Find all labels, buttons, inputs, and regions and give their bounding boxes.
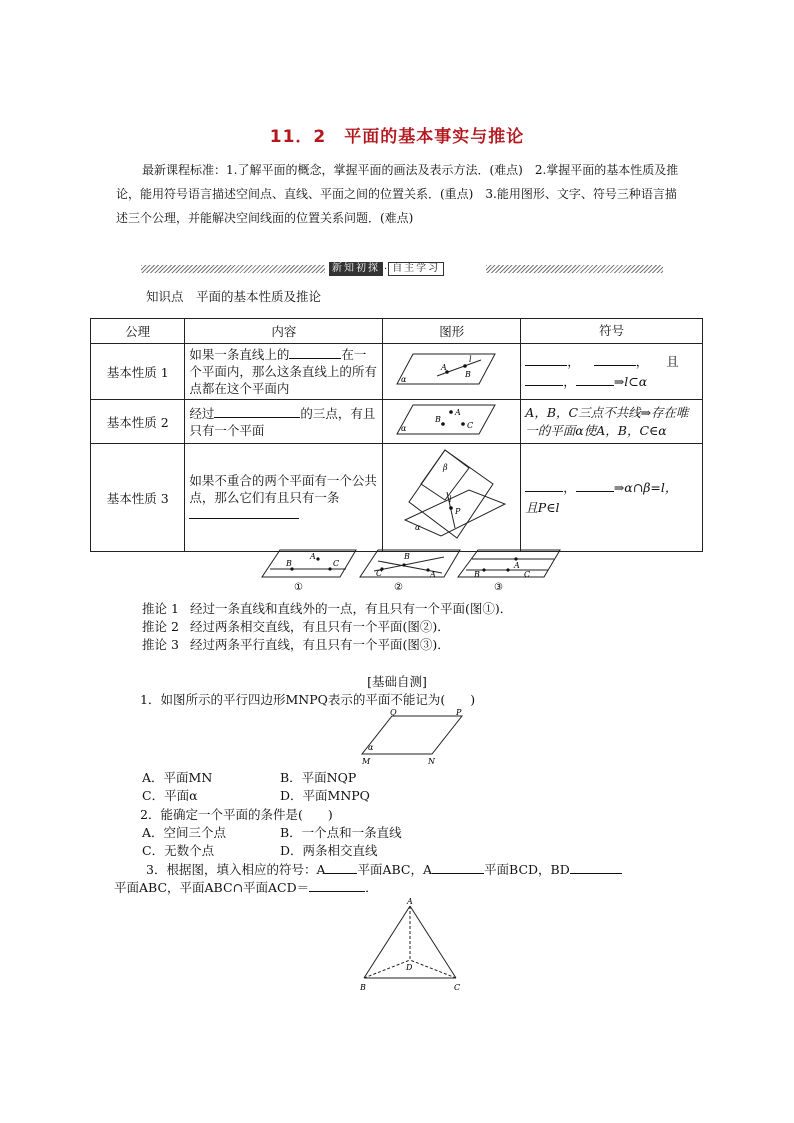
symbol-text: ⇒l⊂α	[613, 373, 648, 389]
label-C: C	[454, 983, 461, 992]
two-planes-figure	[385, 444, 519, 548]
label-alpha: α	[414, 523, 421, 532]
q3-text: 平面ABC，平面ABC∩平面ACD＝	[114, 880, 310, 895]
content-text: 经过	[189, 405, 215, 421]
label-B: B	[286, 559, 292, 568]
label-A: A	[407, 897, 413, 906]
label-alpha: α	[400, 375, 407, 384]
label-C: C	[466, 421, 473, 430]
corollary-text: 经过两条相交直线，有且只有一个平面(图②)．	[190, 619, 450, 634]
fill-blank[interactable]	[325, 861, 357, 874]
parallelogram-figure	[356, 706, 468, 766]
axiom-symbol	[521, 444, 703, 552]
question-3-line-2	[114, 878, 378, 896]
fill-blank[interactable]	[576, 479, 614, 492]
axiom-name: 基本性质 2	[91, 400, 185, 444]
label-N: N	[428, 757, 435, 766]
fill-blank[interactable]	[214, 405, 300, 418]
q3-text: ．	[365, 880, 378, 895]
banner-dot: ·	[384, 263, 388, 275]
fill-blank[interactable]	[309, 879, 365, 892]
question-2-stem: 2．能确定一个平面的条件是( )	[140, 807, 333, 822]
fig-label-3: ③	[494, 582, 503, 593]
axiom-symbol: A，B，C三点不共线⇒存在唯一的平面α使A，B，C∈α	[521, 400, 703, 444]
fill-blank[interactable]	[525, 479, 563, 492]
axiom-figure	[383, 444, 521, 552]
axiom-figure	[383, 400, 521, 444]
fill-blank[interactable]	[525, 373, 563, 386]
label-A: A	[514, 561, 520, 570]
label-A: A	[310, 552, 316, 561]
fill-blank[interactable]	[525, 353, 567, 366]
header-content: 内容	[185, 319, 383, 344]
header-symbol: 符号	[521, 319, 703, 344]
banner-label-self-study: 自主学习	[388, 262, 444, 276]
symbol-text: ，	[563, 479, 576, 495]
label-C: C	[376, 569, 383, 578]
banner-stripe-left	[141, 265, 325, 273]
axiom-content	[185, 444, 383, 552]
table-row	[91, 344, 703, 400]
q1-option-a[interactable]: A．平面MN	[142, 770, 213, 785]
axiom-content	[185, 400, 383, 444]
fill-blank[interactable]	[289, 346, 341, 359]
axiom-content	[185, 344, 383, 400]
axioms-table	[90, 318, 703, 552]
symbol-text: ，	[567, 353, 580, 369]
q1-option-b[interactable]: B．平面NQP	[280, 770, 357, 785]
q2-option-c[interactable]: C．无数个点	[142, 843, 215, 858]
fill-blank[interactable]	[576, 373, 614, 386]
table-row	[91, 400, 703, 444]
label-A: A	[430, 570, 436, 579]
corollary-label: 推论 1	[142, 601, 179, 616]
label-Q: Q	[390, 708, 397, 717]
content-text: 的三点，有且只有一个平面	[189, 405, 376, 438]
banner-stripe-right	[486, 265, 663, 273]
table-row	[91, 444, 703, 552]
fig-label-1: ①	[294, 582, 303, 593]
q3-text: 平面ABC，A	[357, 862, 433, 877]
label-P: P	[456, 708, 462, 717]
axiom-figure	[383, 344, 521, 400]
question-1-stem: 1．如图所示的平行四边形MNPQ表示的平面不能记为( )	[140, 692, 476, 707]
label-B: B	[474, 570, 480, 579]
header-figure: 图形	[383, 319, 521, 344]
label-A: A	[454, 408, 461, 417]
label-M: M	[362, 757, 371, 766]
course-standards: 最新课程标准：1.了解平面的概念，掌握平面的画法及表示方法．(难点) 2.掌握平面的基本性质及推论，能用符号语言描述空间点、直线、平面之间的位置关系．(重点) 3.能用图形、文字、符号三种语言描述三个公理，并能解决空间线面的位置关系问题．(难点)	[116, 163, 679, 225]
header-axiom: 公理	[91, 319, 185, 344]
label-B: B	[404, 552, 410, 561]
fill-blank[interactable]	[432, 861, 484, 874]
question-3-line-1	[146, 860, 686, 878]
plane-three-points-figure	[385, 400, 519, 440]
axiom-name: 基本性质 1	[91, 344, 185, 400]
banner-label-new: 新知初探	[329, 262, 383, 276]
content-text: 在	[341, 347, 354, 362]
corollary-1	[142, 599, 512, 617]
symbol-text: 且	[666, 353, 679, 369]
corollary-label: 推论 2	[142, 619, 179, 634]
label-C: C	[524, 570, 531, 579]
label-P: P	[454, 507, 461, 516]
corollary-3	[142, 635, 450, 653]
page-title: 11．2 平面的基本事实与推论	[269, 127, 525, 147]
content-text: 一个平面内，那么这条直线上的所有点都在这个平面内	[189, 347, 377, 396]
corollary-figures	[258, 547, 568, 593]
self-test-heading: [基础自测]	[367, 674, 427, 689]
section-banner	[141, 262, 663, 276]
tetrahedron-figure	[356, 894, 468, 994]
q1-option-d[interactable]: D．平面MNPQ	[280, 788, 370, 803]
symbol-text: ，	[563, 373, 576, 389]
q2-option-a[interactable]: A．空间三个点	[142, 825, 227, 840]
q3-text: 平面BCD，BD	[484, 862, 570, 877]
content-text: 如果不重合的两个平面有一个公共点，那么它们有且只有一条	[189, 473, 377, 505]
label-B: B	[434, 415, 441, 424]
symbol-text: ⇒α∩β=l，	[613, 479, 678, 495]
corollary-text: 经过两条平行直线，有且只有一个平面(图③)．	[190, 637, 450, 652]
label-beta: β	[442, 463, 448, 472]
label-A: A	[440, 363, 447, 372]
label-B: B	[464, 370, 471, 379]
corollary-text: 经过一条直线和直线外的一点，有且只有一个平面(图①)．	[190, 601, 513, 616]
fill-blank[interactable]	[594, 353, 636, 366]
label-l: l	[448, 495, 452, 504]
label-l: l	[468, 355, 472, 364]
plane-line-figure	[385, 346, 519, 394]
symbol-text: 且P∈l	[525, 499, 560, 515]
q2-option-d[interactable]: D．两条相交直线	[280, 843, 378, 858]
q1-option-c[interactable]: C．平面α	[142, 788, 198, 803]
label-D: D	[406, 963, 413, 972]
banner-tag	[329, 262, 444, 276]
label-C: C	[333, 559, 340, 568]
knowledge-point-heading: 知识点 平面的基本性质及推论	[146, 289, 322, 304]
label-B: B	[360, 983, 366, 992]
q2-option-b[interactable]: B．一个点和一条直线	[280, 825, 402, 840]
corollary-label: 推论 3	[142, 637, 179, 652]
fill-blank[interactable]	[570, 861, 622, 874]
q3-text: 3．根据图，填入相应的符号：A	[146, 862, 326, 877]
axiom-name: 基本性质 3	[91, 444, 185, 552]
fill-blank[interactable]	[189, 506, 299, 519]
corollary-2	[142, 617, 450, 635]
axiom-symbol	[521, 344, 703, 400]
table-header-row	[91, 319, 703, 344]
fig-label-2: ②	[394, 582, 403, 593]
label-alpha: α	[400, 424, 407, 433]
symbol-text: ，	[635, 353, 649, 369]
content-text: 如果一条直线上的	[189, 347, 290, 362]
label-alpha: α	[368, 743, 374, 752]
